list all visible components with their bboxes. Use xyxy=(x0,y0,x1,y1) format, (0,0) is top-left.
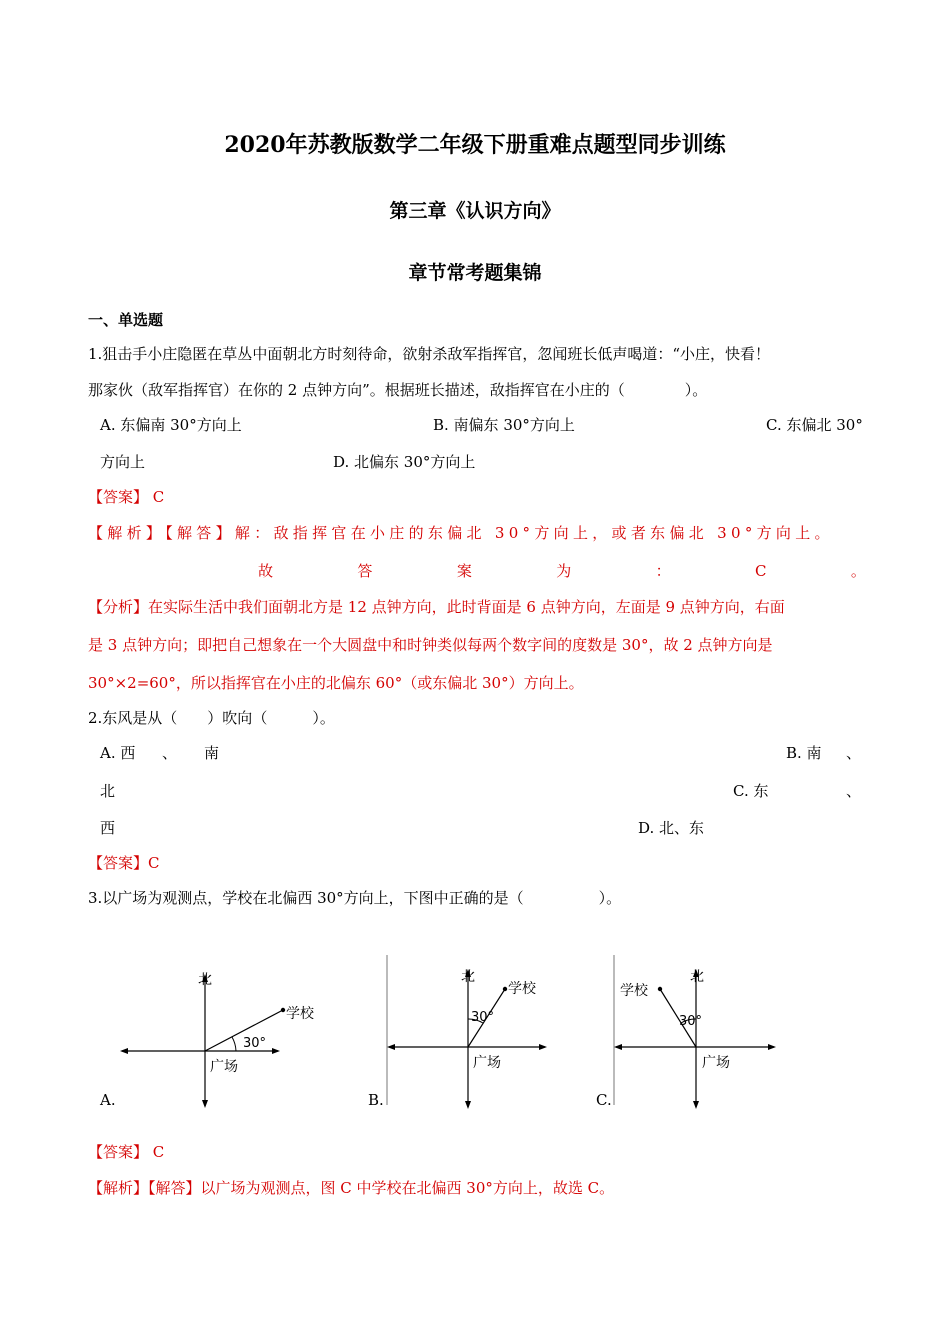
q3-figure-a xyxy=(118,960,314,1110)
q1-analysis-line3: 30°×2=60°，所以指挥官在小庄的北偏东 60°（或东偏北 30°）方向上。 xyxy=(88,674,584,692)
section-subtitle: 章节常考题集锦 xyxy=(408,262,542,284)
q2-option-a: A. 西 xyxy=(100,744,136,762)
q2-option-c-tail: 西 xyxy=(100,819,116,837)
q2-option-b-sep: 、 xyxy=(846,744,862,762)
fig-c-school-label: 学校 xyxy=(620,983,648,999)
q1-option-b: B. 南偏东 30°方向上 xyxy=(433,416,575,434)
q3-stem: 3.以广场为观测点，学校在北偏西 30°方向上，下图中正确的是（ ）。 xyxy=(88,889,622,907)
section-heading: 一、单选题 xyxy=(88,311,164,329)
q1-option-c-cont: 方向上 xyxy=(100,453,146,471)
fig-b-square-label: 广场 xyxy=(473,1055,501,1071)
q1-option-a: A. 东偏南 30°方向上 xyxy=(100,416,242,434)
q2-answer: 【答案】C xyxy=(88,854,160,872)
q3-figure-a-label: A. xyxy=(100,1091,116,1109)
q3-figure-b xyxy=(385,955,555,1110)
q2-stem: 2.东风是从（ ）吹向（ ）。 xyxy=(88,709,335,727)
fig-b-angle-label: 30° xyxy=(471,1010,495,1025)
fig-a-north-label: 北 xyxy=(198,972,212,988)
fig-c-angle-label: 30° xyxy=(679,1014,703,1029)
q2-option-b: B. 南 xyxy=(786,744,822,762)
q2-option-d: D. 北、东 xyxy=(638,819,705,837)
q1-analysis-line1: 【分析】在实际生活中我们面朝北方是 12 点钟方向，此时背面是 6 点钟方向，左面是 9 点钟方向，右面 xyxy=(88,598,785,616)
q2-option-c-sep: 、 xyxy=(846,782,862,800)
fig-a-angle-label: 30° xyxy=(243,1036,267,1051)
q3-figure-b-label: B. xyxy=(368,1091,384,1109)
fig-c-north-label: 北 xyxy=(690,969,704,985)
q2-option-c: C. 东 xyxy=(733,782,769,800)
q1-stem-line2: 那家伙（敌军指挥官）在你的 2 点钟方向”。根据班长描述，敌指挥官在小庄的（ ）。 xyxy=(88,381,708,399)
result-char: 案 xyxy=(456,562,472,580)
q1-analysis-line2: 是 3 点钟方向；即把自己想象在一个大圆盘中和时钟类似每两个数字间的度数是 30°，故 2 点钟方向是 xyxy=(88,636,773,654)
fig-b-north-label: 北 xyxy=(461,969,475,985)
fig-a-school-label: 学校 xyxy=(286,1006,314,1022)
q1-stem-line1: 1.狙击手小庄隐匿在草丛中面朝北方时刻待命，欲射杀敌军指挥官，忽闻班长低声喝道：“小庄，快看！ xyxy=(88,345,770,363)
q3-explanation: 【解析】【解答】以广场为观测点，图 C 中学校在北偏西 30°方向上，故选 C。 xyxy=(88,1179,615,1197)
fig-c-square-label: 广场 xyxy=(702,1055,730,1071)
result-char: ： xyxy=(655,562,671,580)
result-char: 答 xyxy=(357,562,373,580)
result-char: 。 xyxy=(850,562,866,580)
q2-option-b-tail: 北 xyxy=(100,782,116,800)
chapter-title: 第三章《认识方向》 xyxy=(389,200,561,222)
fig-a-square-label: 广场 xyxy=(210,1059,238,1075)
q2-option-a-sep: 、 xyxy=(162,744,178,762)
document-title: 2020年苏教版数学二年级下册重难点题型同步训练 xyxy=(224,132,726,158)
result-char: C xyxy=(755,562,767,580)
result-char: 为 xyxy=(556,562,572,580)
q1-explanation-result xyxy=(258,561,866,581)
q2-option-a-tail: 南 xyxy=(204,744,220,762)
q3-figure-c-label: C. xyxy=(596,1091,612,1109)
result-char: 故 xyxy=(258,562,274,580)
q1-option-c: C. 东偏北 30° xyxy=(766,416,863,434)
q3-answer: 【答案】 C xyxy=(88,1143,165,1161)
fig-b-school-label: 学校 xyxy=(508,981,536,997)
q1-explanation: 【解析】【解答】解：敌指挥官在小庄的东偏北 30°方向上，或者东偏北 30°方向上。 xyxy=(88,524,834,542)
q3-figure-c xyxy=(612,955,782,1110)
q1-answer: 【答案】 C xyxy=(88,488,165,506)
q1-option-d: D. 北偏东 30°方向上 xyxy=(333,453,476,471)
